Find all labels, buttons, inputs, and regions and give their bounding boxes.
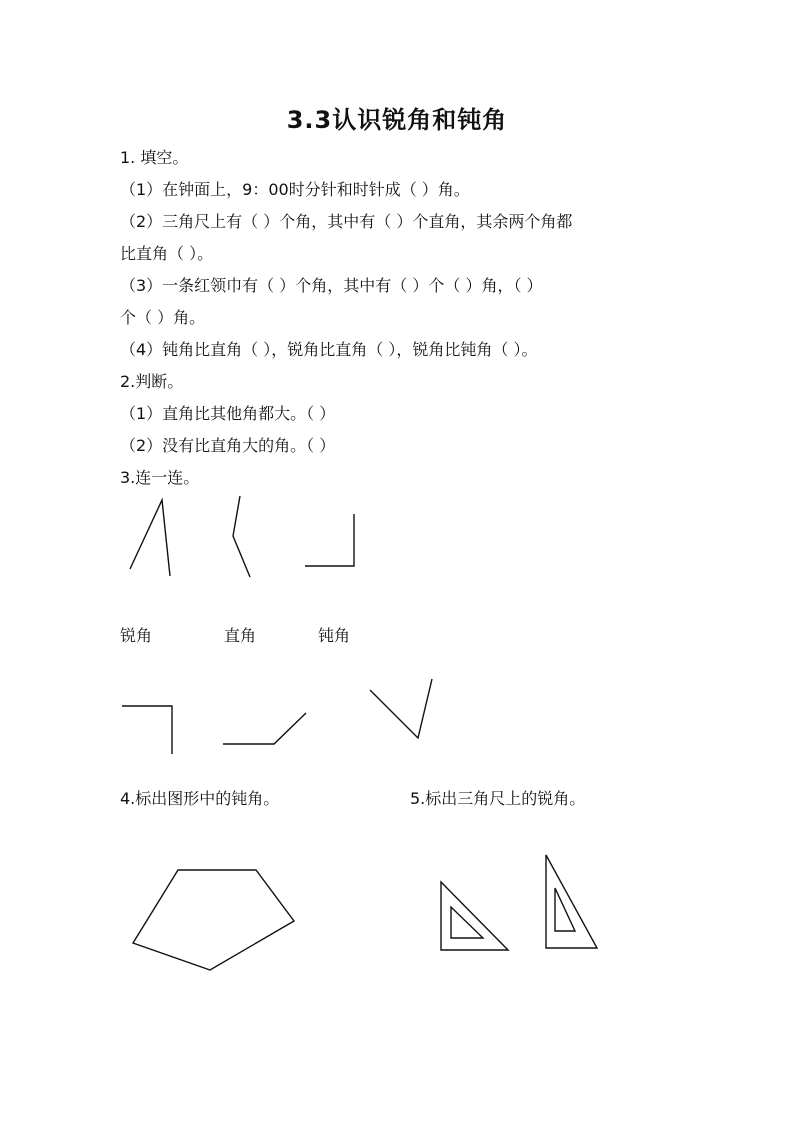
set-square-2-outer[interactable] — [546, 855, 597, 948]
q1-heading: 1. 填空。 — [120, 148, 189, 167]
q3-label-right: 直角 — [224, 626, 257, 645]
pentagon-figure[interactable] — [133, 870, 294, 970]
angle-figure-top-2[interactable] — [233, 496, 250, 577]
q5-heading: 5.标出三角尺上的锐角。 — [410, 789, 586, 808]
angle-figure-bottom-2[interactable] — [223, 713, 306, 744]
angle-figure-bottom-3[interactable] — [370, 679, 432, 738]
q1-item-3-cont: 个（ ）角。 — [120, 308, 206, 327]
angle-figure-bottom-1[interactable] — [122, 706, 172, 754]
q1-item-1: （1）在钟面上，9：00时分针和时针成（ ）角。 — [120, 180, 470, 199]
q3-label-obtuse: 钝角 — [318, 626, 351, 645]
q3-label-acute: 锐角 — [120, 626, 153, 645]
q3-heading: 3.连一连。 — [120, 468, 200, 487]
q1-item-4: （4）钝角比直角（ ），锐角比直角（ ），锐角比钝角（ ）。 — [120, 340, 538, 359]
q1-item-2: （2）三角尺上有（ ）个角，其中有（ ）个直角，其余两个角都 — [120, 212, 573, 231]
set-square-2-inner — [555, 888, 575, 931]
angle-figure-top-3[interactable] — [305, 514, 354, 566]
q1-item-2-cont: 比直角（ ）。 — [120, 244, 214, 263]
q2-item-2: （2）没有比直角大的角。（ ） — [120, 436, 336, 455]
angle-figure-top-1[interactable] — [130, 500, 170, 576]
q4-heading: 4.标出图形中的钝角。 — [120, 789, 280, 808]
set-square-1-inner — [451, 907, 483, 938]
q2-item-1: （1）直角比其他角都大。（ ） — [120, 404, 336, 423]
page-title: 3.3认识锐角和钝角 — [286, 106, 508, 134]
q1-item-3: （3）一条红领巾有（ ）个角，其中有（ ）个（ ）角，（ ） — [120, 276, 543, 295]
q2-heading: 2.判断。 — [120, 372, 184, 391]
